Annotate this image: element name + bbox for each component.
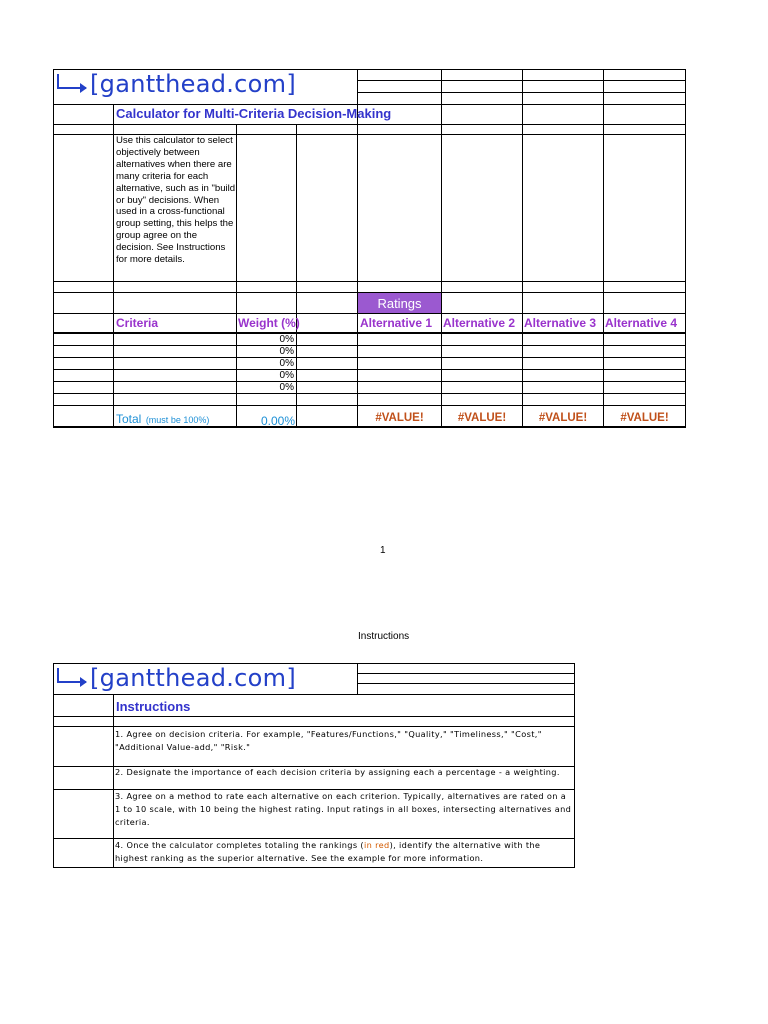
instruction-step-4: [115, 839, 573, 865]
grid-line: [53, 332, 686, 334]
grid-line: [113, 694, 114, 868]
grid-line: [357, 663, 358, 694]
total-label: [116, 410, 209, 428]
grid-line: [53, 381, 686, 382]
grid-line: [53, 124, 686, 125]
grid-line: [53, 694, 575, 695]
grid-line: [53, 357, 686, 358]
grid-line: [53, 345, 686, 346]
alternative-2-total: #VALUE!: [457, 412, 507, 424]
total-weight-text: 0.00%: [260, 414, 295, 428]
step-4-red-note: in red: [363, 840, 390, 850]
alternative-4-header: Alternative 4: [605, 316, 678, 330]
step-4-text-end: ), identify the alternative with the highest ranking as the superior alternative. See the example for more information.: [115, 840, 541, 863]
grid-line: [441, 69, 442, 427]
alternative-1-header: Alternative 1: [360, 316, 433, 330]
grid-line: [603, 69, 604, 427]
logo-text: [gantthead.com]: [90, 664, 297, 692]
criteria-header: Criteria: [116, 316, 159, 330]
logo-arrow-icon: [56, 72, 90, 96]
total-text: Total: [116, 412, 142, 426]
alternative-1-total: #VALUE!: [375, 412, 424, 424]
step-4-text: 4. Once the calculator completes totaling the rankings (: [115, 840, 364, 850]
total-note: (must be 100%): [145, 415, 210, 425]
grid-line: [357, 683, 575, 684]
grid-line: [522, 69, 523, 427]
grid-line: [685, 69, 686, 427]
alternative-3-total: #VALUE!: [538, 412, 588, 424]
total-weight-value: [237, 412, 295, 430]
grid-line: [53, 281, 686, 282]
alternative-2-header: Alternative 2: [443, 316, 516, 330]
alternative-4-total: #VALUE!: [620, 412, 669, 424]
sheet-caption: Instructions: [358, 631, 410, 642]
grid-line: [53, 716, 575, 717]
logo-text: [gantthead.com]: [90, 70, 297, 98]
grid-line: [53, 405, 686, 406]
grid-line: [357, 80, 686, 81]
grid-line: [113, 104, 114, 427]
gantthead-logo: [56, 666, 296, 690]
grid-line: [53, 313, 686, 314]
grid-line: [357, 92, 686, 93]
ratings-label: Ratings: [358, 293, 441, 313]
page-number: 1: [380, 545, 386, 556]
weight-cell[interactable]: 0%: [279, 382, 294, 393]
weight-cell[interactable]: 0%: [279, 334, 294, 345]
instructions-title: Instructions: [116, 699, 191, 714]
instruction-step-2: 2. Designate the importance of each decision criteria by assigning each a percentage - a weighting.: [115, 767, 560, 777]
grid-line: [53, 104, 686, 105]
weight-cell[interactable]: 0%: [279, 346, 294, 357]
calculator-title: Calculator for Multi-Criteria Decision-Making: [116, 106, 392, 121]
calculator-description: Use this calculator to select objectively between alternatives when there are many criteria for each alternative, such as in "build or buy" decisions. When used in a cross-functional group setting, this helps the group agree on the decision. See Instructions for more details.: [116, 135, 236, 266]
grid-line: [53, 726, 575, 727]
weight-header: Weight (%): [238, 316, 300, 330]
grid-line: [53, 867, 575, 868]
instruction-step-1: 1. Agree on decision criteria. For example, "Features/Functions," "Quality," "Timeliness," "Cost," "Additional Value-add," "Risk.": [115, 729, 542, 752]
logo-arrow-icon: [56, 666, 90, 690]
instruction-step-3: 3. Agree on a method to rate each alternative on each criterion. Typically, alternatives are rated on a 1 to 10 scale, with 10 being the highest rating. Input ratings in all boxes, intersecting alternatives and criteria.: [115, 791, 572, 827]
weight-cell[interactable]: 0%: [279, 358, 294, 369]
gantthead-logo: [56, 72, 296, 96]
alternative-3-header: Alternative 3: [524, 316, 597, 330]
grid-line: [53, 393, 686, 394]
grid-line: [357, 69, 358, 427]
weight-cell[interactable]: 0%: [279, 370, 294, 381]
grid-line: [53, 369, 686, 370]
grid-line: [357, 673, 575, 674]
grid-line: [53, 69, 54, 427]
